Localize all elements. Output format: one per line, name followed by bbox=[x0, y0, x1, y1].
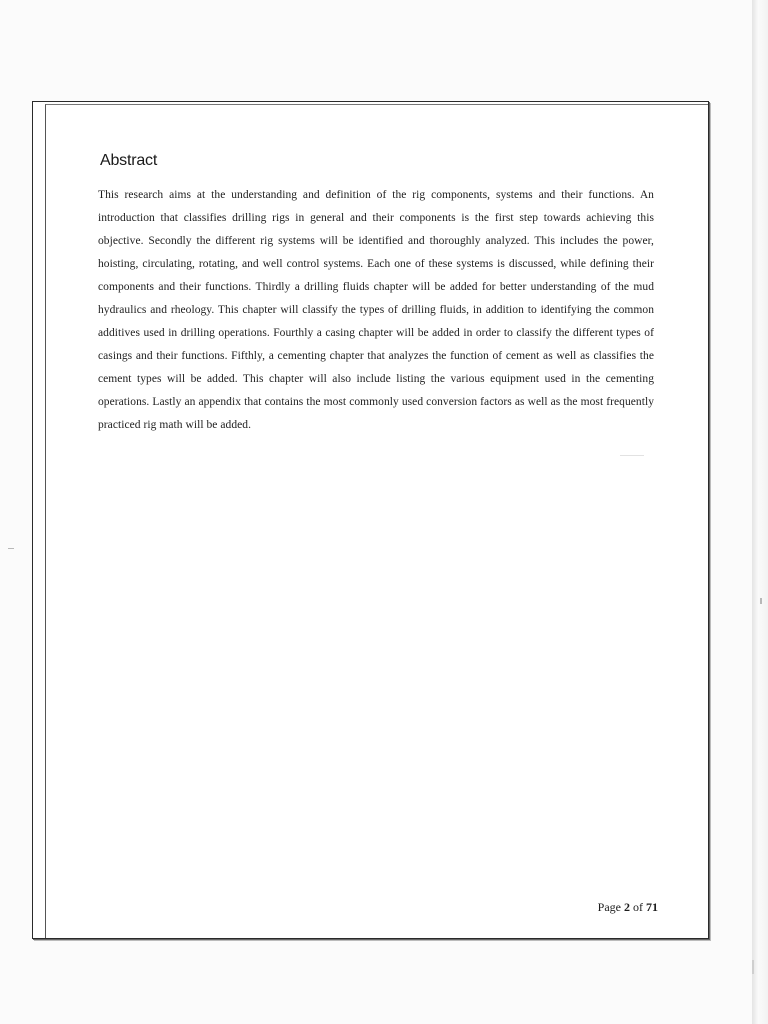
page-edge-shadow bbox=[752, 0, 768, 1024]
page-number-total: 71 bbox=[646, 900, 658, 914]
scan-speck bbox=[620, 455, 644, 456]
page-number-prefix: Page bbox=[597, 900, 624, 914]
page-number bbox=[540, 900, 658, 915]
page-number-separator: of bbox=[630, 900, 646, 914]
page-number-current: 2 bbox=[624, 900, 630, 914]
abstract-heading: Abstract bbox=[100, 152, 158, 169]
scan-speck bbox=[752, 960, 754, 974]
scan-speck bbox=[760, 598, 762, 604]
abstract-paragraph: This research aims at the understanding and definition of the rig components, systems and their functions. An introduction that classifies drilling rigs in general and their components is the first step towards achieving this objective. Secondly the different rig systems will be identified and thoroughly analyzed. This includes the power, hoisting, circulating, rotating, and well control systems. Each one of these systems is discussed, while defining their components and their functions. Thirdly a drilling fluids chapter will be added for better understanding of the mud hydraulics and rheology. This chapter will classify the types of drilling fluids, in addition to identifying the common additives used in drilling operations. Fourthly a casing chapter will be added in order to classify the different types of casings and their functions. Fifthly, a cementing chapter that analyzes the function of cement as well as classifies the cement types will be added. This chapter will also include listing the various equipment used in the cementing operations. Lastly an appendix that contains the most commonly used conversion factors as well as the most frequently practiced rig math will be added. bbox=[98, 189, 654, 431]
scan-speck bbox=[8, 548, 14, 549]
